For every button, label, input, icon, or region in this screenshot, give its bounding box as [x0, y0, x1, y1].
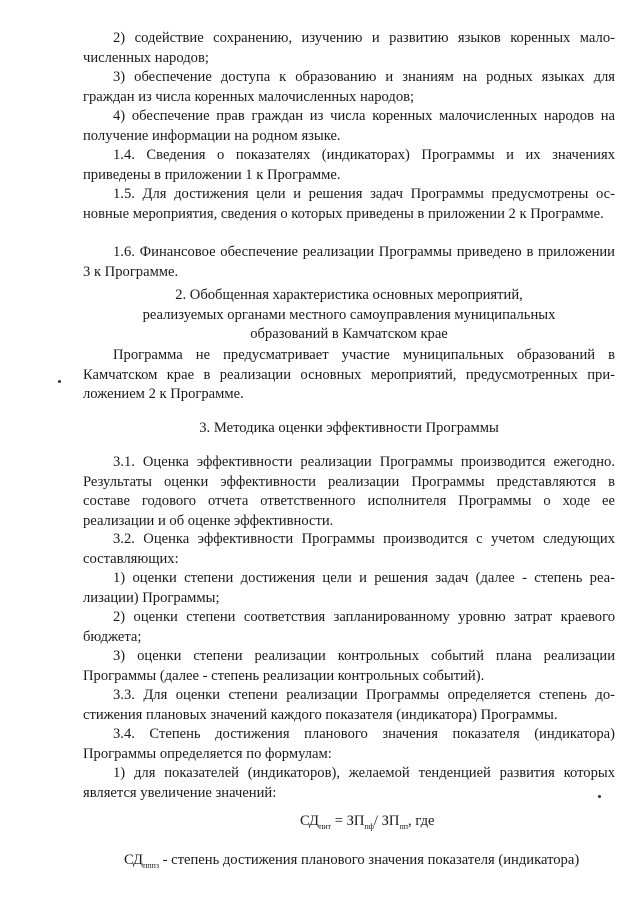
section-2-heading-line-1: 2. Обобщенная характеристика основных мероприятий,: [175, 287, 523, 303]
paragraph-3-2-item-1: 1) оценки степени достижения цели и решения задач (далее - степень реализации) Программы;: [83, 570, 615, 606]
formula-lhs: СД: [300, 813, 319, 829]
formula-tail: , где: [408, 813, 435, 829]
paragraph-3-4-item-1: 1) для показателей (индикаторов), желаемой тенденцией развития которых является увеличение значений:: [83, 765, 615, 801]
definition-term: СД: [124, 852, 143, 868]
paragraph-goal-4: 4) обеспечение прав граждан из числа коренных малочисленных народов на получение информации на родном языке.: [83, 108, 615, 144]
paragraph-goal-3: 3) обеспечение доступа к образованию и знаниям на родных языках для граждан из числа коренных малочисленных народов;: [83, 69, 615, 105]
formula: [300, 812, 435, 837]
formula-zp-fact: ЗП: [346, 813, 365, 829]
section-2-heading-line-3: образований в Камчатском крае: [250, 326, 448, 343]
paragraph-1-6: 1.6. Финансовое обеспечение реализации Программы приведено в приложении 3 к Программе.: [83, 244, 615, 280]
paragraph-1-4: 1.4. Сведения о показателях (индикаторах) Программы и их значениях приведены в приложении 1 к Программе.: [83, 147, 615, 183]
paragraph-3-2-item-2: 2) оценки степени соответствия запланированному уровню затрат краевого бюджета;: [83, 609, 615, 645]
formula-zp-plan: ЗП: [381, 813, 400, 829]
section-2-heading: [83, 286, 615, 345]
formula-equals: =: [334, 813, 343, 829]
formula-zp-fact-sub: пф: [364, 821, 374, 831]
section-2-heading-line-2: реализуемых органами местного самоуправления муниципальных: [142, 306, 556, 323]
scan-speck: [58, 380, 61, 383]
definition-term-sub: пппз: [142, 860, 159, 870]
formula-divide: /: [373, 813, 378, 829]
paragraph-section-2-body: Программа не предусматривает участие муниципальных образований в Камчатском крае в реализации основных мероприятий, предусмотренных приложением 2 к Программе.: [83, 347, 615, 403]
definition-text: - степень достижения планового значения показателя (индикатора): [158, 852, 580, 868]
paragraph-3-4: 3.4. Степень достижения планового значения показателя (индикатора) Программы определяется по формулам:: [83, 726, 615, 762]
definition-line: [124, 851, 615, 876]
formula-lhs-sub: пит: [318, 821, 332, 831]
section-3-heading: 3. Методика оценки эффективности Программы: [199, 420, 499, 436]
paragraph-3-2: 3.2. Оценка эффективности Программы производится с учетом следующих составляющих:: [83, 531, 615, 567]
paragraph-3-1: 3.1. Оценка эффективности реализации Программы производится ежегодно. Результаты оценки эффективности реализации Программы представляются в составе годового отчета ответственного исполнителя Программы о ходе ее реализации и об оценке эффективности.: [83, 454, 615, 529]
paragraph-goal-2: 2) содействие сохранению, изучению и развитию языков коренных малочисленных народов;: [83, 30, 615, 66]
formula-zp-plan-sub: пп: [399, 821, 409, 831]
paragraph-3-2-item-3: 3) оценки степени реализации контрольных событий плана реализации Программы (далее - степень реализации контрольных событий).: [83, 648, 615, 684]
paragraph-3-3: 3.3. Для оценки степени реализации Программы определяется степень достижения плановых значений каждого показателя (индикатора) Программы.: [83, 687, 615, 723]
paragraph-1-5: 1.5. Для достижения цели и решения задач Программы предусмотрены основные мероприятия, сведения о которых приведены в приложении 2 к Программе.: [83, 186, 615, 222]
